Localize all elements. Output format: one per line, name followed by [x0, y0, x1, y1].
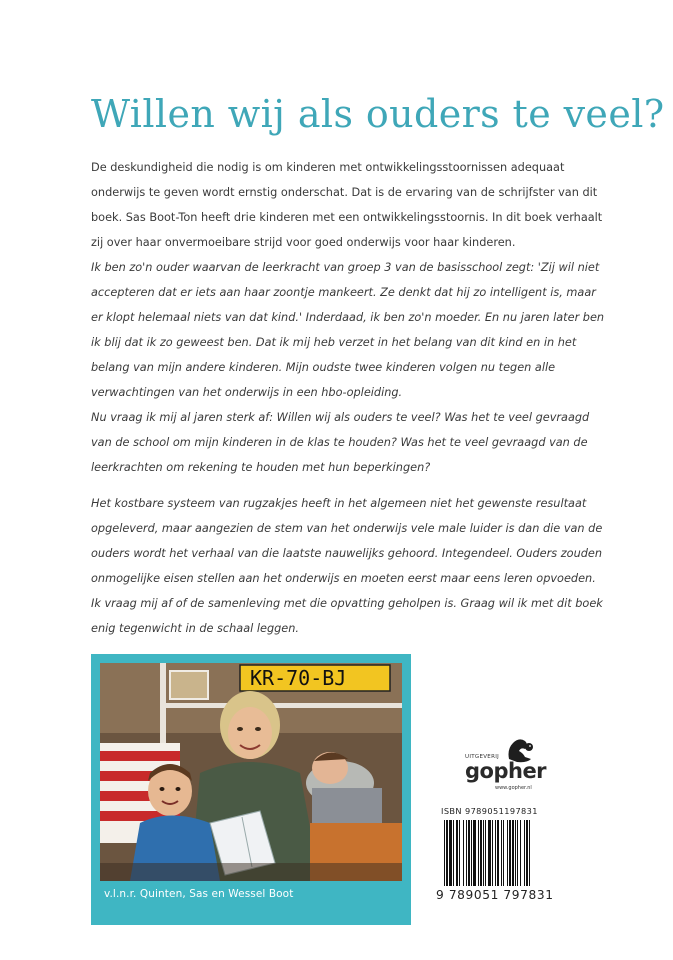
barcode-bar — [468, 820, 470, 886]
barcode-bar — [473, 820, 476, 886]
barcode-bar — [520, 820, 521, 886]
barcode-bar — [471, 820, 472, 886]
barcode-bar — [503, 820, 504, 886]
outro-paragraph-1: Het kostbare systeem van rugzakjes heeft in het algemeen niet het gewenste resultaat opgeleverd, maar aangezien de stem van het onderwijs vele male luider is dan die van de ouders wordt het verhaal van die laatste nauwelijks gehoord. Integendeel. Ouders zouden onmogelijke eisen stellen aan het onderwijs en moeten eerst maar eens leren opvoeden. — [91, 497, 603, 585]
barcode-bar — [517, 820, 518, 886]
outro-paragraph-2: Ik vraag mij af of de samenleving met die opvatting geholpen is. Graag wil ik met dit boek enig tegenwicht in de schaal leggen. — [91, 597, 603, 635]
barcode-bar — [483, 820, 484, 886]
barcode-bar — [453, 820, 454, 886]
barcode-bar — [485, 820, 486, 886]
publisher-name: gopher — [465, 759, 547, 783]
quote-paragraph-2: Nu vraag ik mij al jaren sterk af: Willen wij als ouders te veel? Was het te veel gevraagd van de school om mijn kinderen in de klas te houden? Was het te veel gevraagd van de leerkrachten om rekening te houden met hun beperkingen? — [91, 411, 590, 474]
family-photo-illustration — [100, 663, 402, 881]
outro-block — [91, 491, 606, 641]
barcode-bar — [466, 820, 467, 886]
photo-caption: v.l.n.r. Quinten, Sas en Wessel Boot — [104, 888, 294, 900]
barcode-bar — [497, 820, 499, 886]
barcode-bar — [509, 820, 511, 886]
barcode — [444, 820, 560, 886]
barcode-bar — [478, 820, 479, 886]
publisher-logo — [465, 737, 545, 795]
barcode-bar — [480, 820, 482, 886]
barcode-bar — [446, 820, 448, 886]
book-title: Willen wij als ouders te veel? — [91, 92, 665, 136]
barcode-bar — [529, 820, 530, 886]
barcode-bar — [444, 820, 445, 886]
quote-block — [91, 255, 606, 480]
family-photo — [100, 663, 402, 881]
barcode-bar — [507, 820, 508, 886]
isbn-label: ISBN 9789051197831 — [441, 806, 538, 816]
publisher-url: www.gopher.nl — [495, 785, 532, 791]
barcode-bar — [449, 820, 452, 886]
quote-paragraph-1: Ik ben zo'n ouder waarvan de leerkracht van groep 3 van de basisschool zegt: 'Zij wil niet accepteren dat er iets aan haar zoontje mankeert. Ze denkt dat hij zo intelligent is, maar er klopt helemaal niets van dat kind.' Inderdaad, ik ben zo'n moeder. En nu jaren later ben ik blij dat ik zo geweest ben. Dat ik mij heb verzet in het belang van dit kind en in het belang van mijn andere kinderen. Mijn oudste twee kinderen volgen nu tegen alle verwachtingen van het onderwijs in een hbo-opleiding. — [91, 261, 605, 399]
barcode-bar — [501, 820, 502, 886]
barcode-bar — [524, 820, 525, 886]
barcode-bar — [512, 820, 514, 886]
barcode-number: 9 789051 797831 — [436, 888, 554, 902]
intro-paragraph: De deskundigheid die nodig is om kinderen met ontwikkelingsstoornissen adequaat onderwijs te geven wordt ernstig onderschat. Dat is de ervaring van de schrijfster van dit boek. Sas Boot-Ton heeft drie kinderen met een ontwikkelingsstoornis. In dit boek verhaalt zij over haar onvermoeibare strijd voor goed onderwijs voor haar kinderen. — [91, 161, 603, 249]
barcode-bar — [463, 820, 464, 886]
barcode-bar — [459, 820, 460, 886]
publisher-label: UITGEVERIJ — [465, 754, 500, 760]
license-plate-text: KR-70-BJ — [250, 666, 347, 690]
barcode-bar — [495, 820, 496, 886]
barcode-bar — [515, 820, 516, 886]
barcode-bar — [456, 820, 458, 886]
barcode-bar — [488, 820, 491, 886]
barcode-bar — [492, 820, 493, 886]
photo-frame — [91, 654, 411, 925]
barcode-bar — [526, 820, 528, 886]
